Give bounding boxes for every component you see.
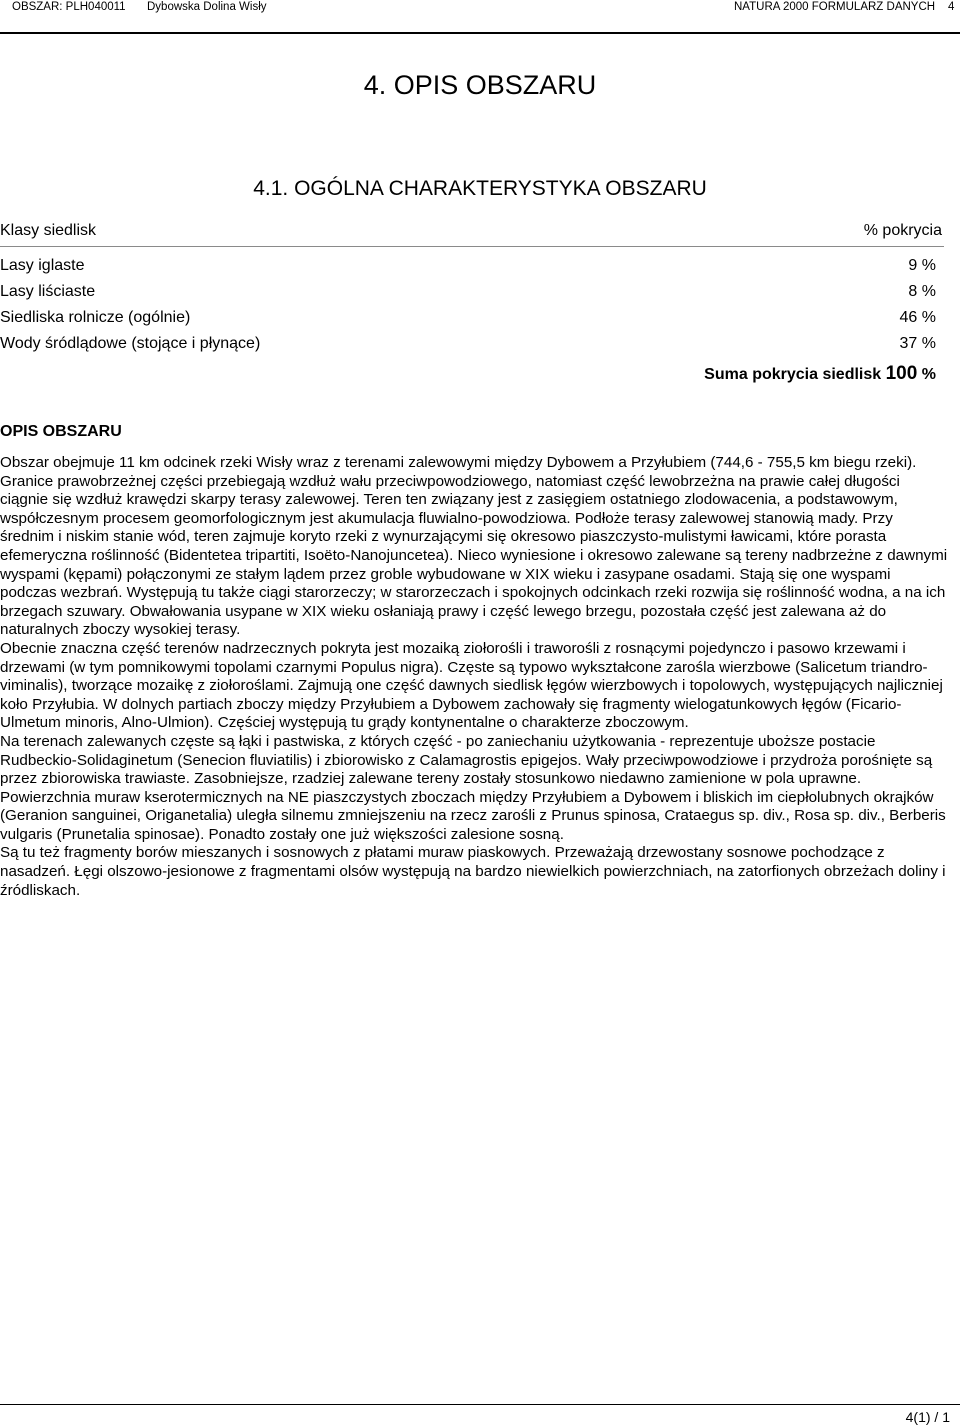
habitat-row [0,334,936,360]
habitat-name: Siedliska rolnicze (ogólnie) [0,309,191,326]
description-heading: OPIS OBSZARU [0,423,122,440]
habitat-name: Wody śródlądowe (stojące i płynące) [0,335,261,352]
total-label: Suma pokrycia siedlisk [704,366,882,383]
table-header-divider [0,246,944,247]
footer-divider [0,1404,960,1405]
habitat-percent: 46 % [899,309,936,326]
description-paragraph: Obszar obejmuje 11 km odcinek rzeki Wisły wraz z terenami zalewowymi między Dybowem a Przyłubiem (744,6 - 755,5 km biegu rzeki). [0,454,917,471]
habitat-name: Lasy liściaste [0,283,96,300]
cover-column-header: % pokrycia [863,222,942,239]
page-header [0,0,960,16]
footer-page-indicator: 4(1) / 1 [905,1409,950,1425]
total-unit: % [921,366,936,383]
total-value: 100 [885,363,918,384]
habitat-row [0,282,936,308]
subsection-title: 4.1. OGÓLNA CHARAKTERYSTYKA OBSZARU [253,177,707,200]
habitat-percent: 8 % [908,283,936,300]
habitat-row [0,308,936,334]
description-paragraph: Obecnie znaczna część terenów nadrzecznych pokryta jest mozaiką ziołorośli i traworośli z rosnącymi pojedynczo i pasowo krzewami i drzewami (w tym pomnikowymi topolami czarnymi Populus nigra). Częste są typowo wykształcone zarośla wierzbowe (Salicetum triandro-viminalis), tworzące mozaikę z ziołoroślami. Zajmują one część dawnych siedlisk łęgów wierzbowych i topolowych, występujących najliczniej koło Przyłubia. W dolnych partiach zboczy między Przyłubiem a Dybowem zachowały się fragmenty wielogatunkowych łęgów (Ficario-Ulmetum minoris, Alno-Ulmion). Częściej występują tu grądy kontynentalne o charakterze zboczowym. [0,639,943,732]
habitat-class-column-header: Klasy siedlisk [0,222,97,239]
description-paragraph: Powierzchnia muraw kserotermicznych na NE piaszczystych zboczach między Przyłubiem a Dybowem i bliskich im ciepłolubnych okrajków (Geranion sanguinei, Origanetalia) uległa silnemu zmniejszeniu na rzecz zarośli z Prunus spinosa, Crataegus sp. div., Rosa sp. div., Berberis vulgaris (Prunetalia spinosae). Ponadto zostały one już większości zalesione sosną. [0,788,946,843]
habitat-table-header [0,220,944,244]
header-page-number: 4 [948,1,955,13]
form-name: NATURA 2000 FORMULARZ DANYCH [734,1,936,13]
description-paragraph: Na terenach zalewanych częste są łąki i pastwiska, z których część - po zaniechaniu użytkowania - reprezentuje uboższe postacie Rudbeckio-Solidaginetum (Senecion fluviatilis) i zbiorowisko z Calamagrostis epigejos. Wały przeciwpowodziowe i przydroża porośnięte są przez zbiorowiska trawiaste. Zasobniejsze, rzadziej zalewane tereny zostały stosunkowo niedawno zamienione w pola uprawne. [0,732,933,788]
habitat-total-row [0,362,936,388]
description-body [0,454,948,900]
site-name: Dybowska Dolina Wisły [147,1,267,13]
habitat-percent: 37 % [899,335,936,352]
habitat-name: Lasy iglaste [0,257,85,274]
description-paragraph: Granice prawobrzeżnej części przebiegają wzdłuż wału przeciwpowodziowego, natomiast część lewobrzeżna na prawie całej długości ciągnie się wzdłuż krawędzi skarpy terasy zalewowej. Teren ten związany jest z zasięgiem ostatniego zlodowacenia, a podstawowym, współczesnym procesem geomorfologicznym jest akumulacja fluwialno-powodziowa. Podłoże terasy zalewowej stanowią mady. Przy średnim i niskim stanie wód, teren zajmuje koryto rzeki z wynurzającymi się okresowo piaszczysto-mulistymi ławicami, które porasta efemeryczna roślinność (Bidentetea tripartiti, Isoëto-Nanojuncetea). Nieco wyniesione i okresowo zalewane są tereny nadbrzeżne z dawnymi wyspami (kępami) połączonymi ze stałym lądem przez groble wybudowane w XIX wieku i zasypane osadami. Stają się one wyspami podczas wezbrań. Występują tu także ciągi starorzeczy; w starorzeczach i spokojnych odcinkach rzeki rozwija się roślinność wodna, a na ich brzegach szuwary. Obwałowania usypane w XIX wieku osłaniają prawy i część lewego brzegu, pozostała część jest zalewana aż do naturalnych zboczy wysokiej terasy. [0,472,948,639]
section-title: 4. OPIS OBSZARU [363,70,597,100]
site-code: OBSZAR: PLH040011 [12,1,126,13]
habitat-row [0,256,936,282]
description-paragraph: Są tu też fragmenty borów mieszanych i sosnowych z płatami muraw piaskowych. Przeważają drzewostany sosnowe pochodzące z nasadzeń. Łęgi olszowo-jesionowe z fragmentami olsów występują na bardzo niewielkich powierzchniach, na zatorfionych obrzeżach doliny i źródliskach. [0,844,946,899]
habitat-percent: 9 % [908,257,936,274]
header-divider [0,32,960,34]
habitat-table [0,256,936,360]
